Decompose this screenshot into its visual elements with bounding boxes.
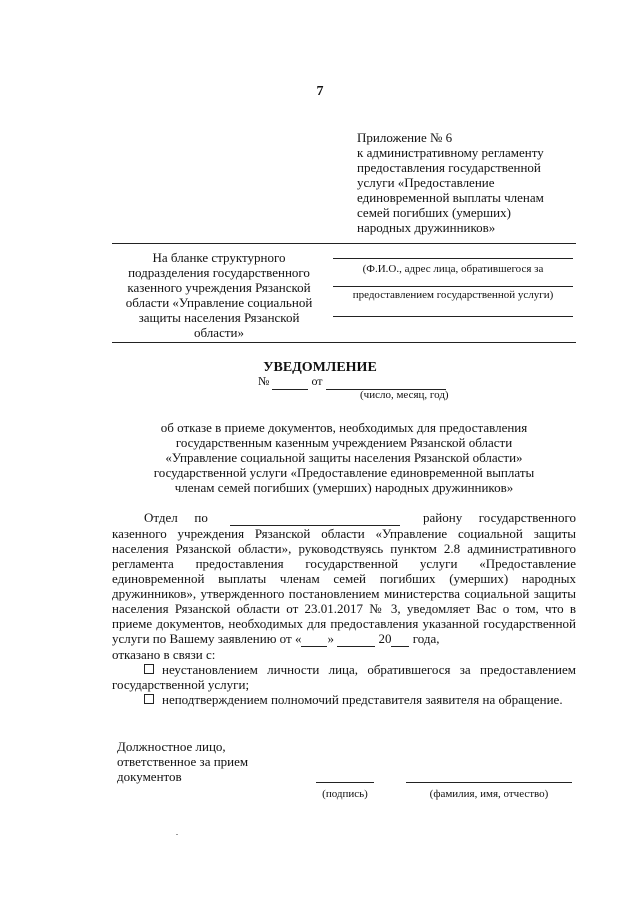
letterhead-line: области «Управление социальной	[125, 295, 313, 310]
appendix-line: к административному регламенту	[357, 145, 544, 160]
recipient-line-3[interactable]	[333, 316, 573, 317]
signature-caption: (подпись)	[322, 788, 368, 800]
letterhead-line: казенного учреждения Рязанской	[127, 280, 311, 295]
appendix-line: услуги «Предоставление	[357, 175, 495, 190]
number-label: №	[258, 374, 270, 388]
appendix-line: семей погибших (умерших)	[357, 205, 511, 220]
department-label: Отдел по	[144, 510, 208, 525]
official-line: Должностное лицо,	[117, 739, 226, 754]
main-paragraph	[112, 510, 576, 647]
name-caption: (фамилия, имя, отчество)	[429, 788, 549, 800]
quote-close: »	[327, 631, 334, 646]
official-line: ответственное за прием	[117, 754, 249, 769]
refusal-line: отказано в связи с:	[112, 647, 216, 662]
letterhead-line: защиты населения Рязанской	[138, 310, 300, 325]
recipient-line-2[interactable]	[333, 286, 573, 287]
appendix-line: предоставления государственной	[357, 160, 541, 175]
notice-body	[112, 510, 576, 707]
letterhead-line: На бланке структурного	[152, 250, 286, 265]
checkbox-icon[interactable]	[144, 664, 154, 674]
letterhead-placeholder	[112, 250, 326, 340]
application-month-field[interactable]	[337, 631, 375, 647]
name-field	[406, 782, 572, 802]
official-block	[117, 739, 317, 784]
recipient-caption-2: предоставлением государственной услуги)	[352, 289, 554, 301]
paragraph-text: району государственного казенного учреждения Рязанской области «Управление социальной защиты населения Рязанской области», руководствуясь пунктом 2.8 административного регламента предоставления государственной услуги «Предоставление единовременной выплаты членам семей погибших (умерших) народных дружинников», утвержденного постановлением министерства социальной защиты населения Рязанской области от 23.01.2017 № 3, уведомляет Вас о том, что в приеме документов, необходимых для предоставления указанной государственной услуги по Вашему заявлению от «	[112, 510, 576, 646]
application-year-field[interactable]	[391, 631, 409, 647]
letterhead-line: области»	[194, 325, 244, 340]
subject-line: государственной услуги «Предоставление единовременной выплаты	[153, 465, 535, 480]
refusal-option-2	[112, 692, 576, 707]
signature-field	[316, 782, 374, 802]
appendix-header	[357, 130, 587, 235]
recipient-line-1[interactable]	[333, 258, 573, 259]
scan-speck	[176, 834, 178, 835]
signature-line[interactable]	[316, 782, 374, 783]
subject-line: членам семей погибших (умерших) народных дружинников»	[174, 480, 514, 495]
page-number: 7	[316, 84, 324, 99]
appendix-line: Приложение № 6	[357, 130, 453, 145]
appendix-line: народных дружинников»	[357, 220, 496, 235]
subject-line: об отказе в приеме документов, необходимых для предоставления	[160, 420, 528, 435]
checkbox-icon[interactable]	[144, 694, 154, 704]
subject-line: государственным казенным учреждением Рязанской области	[175, 435, 513, 450]
notice-number-field[interactable]	[272, 374, 308, 390]
year-suffix: года,	[412, 631, 440, 646]
application-day-field[interactable]	[301, 631, 327, 647]
refusal-option-1	[112, 662, 576, 692]
notice-title: УВЕДОМЛЕНИЕ	[263, 360, 377, 375]
date-caption: (число, месяц, год)	[360, 389, 449, 401]
letterhead-line: подразделения государственного	[128, 265, 310, 280]
appendix-line: единовременной выплаты членам	[357, 190, 544, 205]
subject-line: «Управление социальной защиты населения Рязанской области»	[165, 450, 523, 465]
bottom-rule	[112, 342, 576, 343]
top-rule	[112, 243, 576, 244]
district-field[interactable]	[230, 510, 400, 526]
year-prefix: 20	[378, 631, 392, 646]
notice-subject	[112, 420, 576, 495]
name-line[interactable]	[406, 782, 572, 783]
recipient-block	[333, 258, 573, 317]
from-label: от	[311, 374, 323, 388]
recipient-caption-1: (Ф.И.О., адрес лица, обратившегося за	[362, 263, 544, 275]
option-2-text: неподтверждением полномочий представителя заявителя на обращение.	[162, 692, 563, 707]
official-line: документов	[117, 769, 182, 784]
option-1-text: неустановлением личности лица, обратившегося за предоставлением государственной услуги;	[112, 662, 576, 692]
